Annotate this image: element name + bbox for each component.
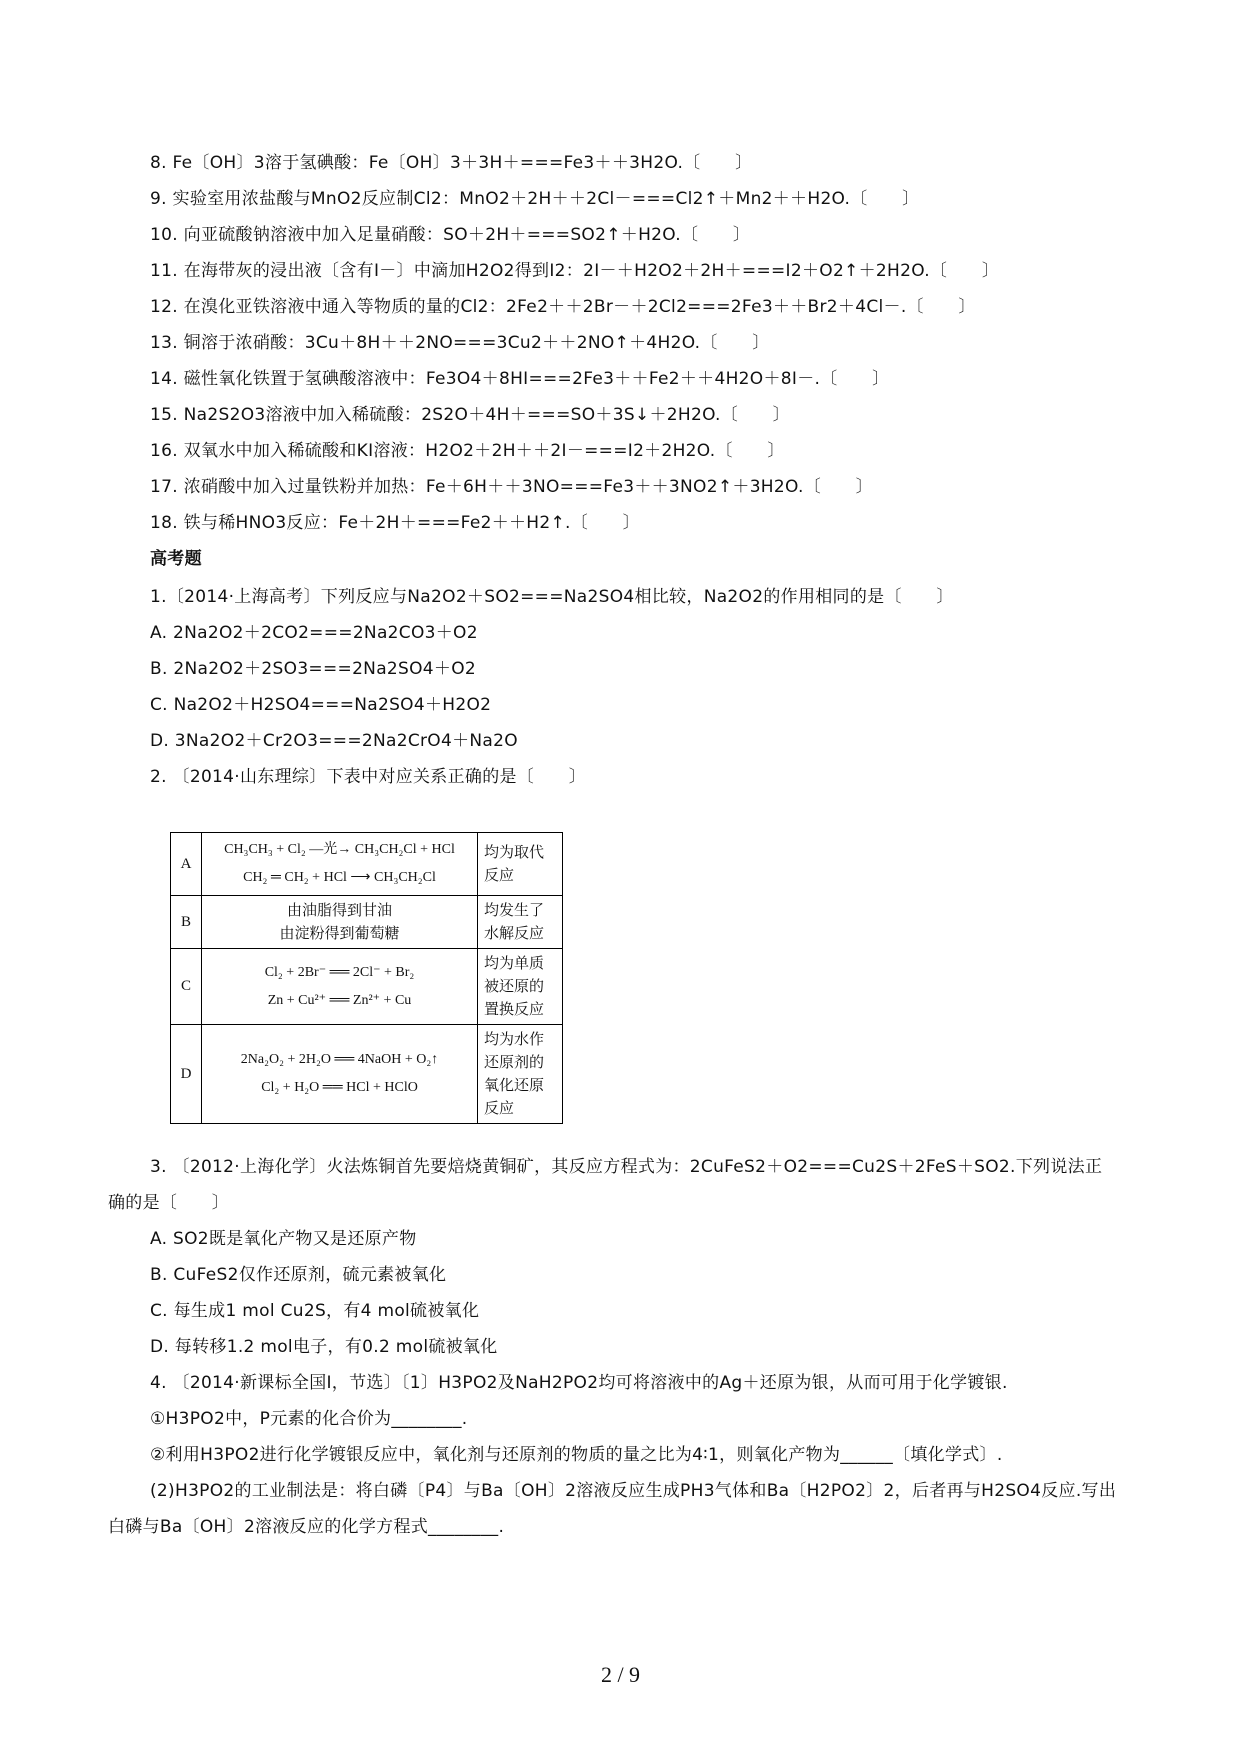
statement-15: 15. Na2S2O3溶液中加入稀硫酸：2S2O＋4H＋===SO＋3S↓＋2H2O.〔 〕 <box>150 405 790 425</box>
row-equations <box>202 833 478 896</box>
row-note: 均发生了水解反应 <box>478 896 563 949</box>
table-row <box>171 1025 563 1124</box>
statement-14: 14. 磁性氧化铁置于氢碘酸溶液中：Fe3O4＋8HI===2Fe3＋＋Fe2＋＋4H2O＋8I－.〔 〕 <box>150 369 890 389</box>
q1-stem: 1.〔2014·上海高考〕下列反应与Na2O2＋SO2===Na2SO4相比较，Na2O2的作用相同的是〔 〕 <box>150 587 954 607</box>
row-option: B <box>171 896 202 949</box>
q3-option-c: C. 每生成1 mol Cu2S，有4 mol硫被氧化 <box>150 1301 480 1321</box>
section-heading: 高考题 <box>150 549 202 569</box>
row-equations <box>202 1025 478 1124</box>
statement-8: 8. Fe〔OH〕3溶于氢碘酸：Fe〔OH〕3＋3H＋===Fe3＋＋3H2O.〔 〕 <box>150 153 753 173</box>
q4-part-1: ①H3PO2中，P元素的化合价为________. <box>150 1409 468 1429</box>
q3-option-d: D. 每转移1.2 mol电子，有0.2 mol硫被氧化 <box>150 1337 498 1357</box>
statement-10: 10. 向亚硫酸钠溶液中加入足量硝酸：SO＋2H＋===SO2↑＋H2O.〔 〕 <box>150 225 751 245</box>
equation: CH₂ ═ CH₂ + HCl ⟶ CH₃CH₂Cl <box>243 870 436 885</box>
statement-11: 11. 在海带灰的浸出液〔含有I－〕中滴加H2O2得到I2：2I－＋H2O2＋2H＋===I2＋O2↑＋2H2O.〔 〕 <box>150 261 1000 281</box>
q3-stem-continued: 确的是〔 〕 <box>108 1193 230 1213</box>
table-row <box>171 833 563 896</box>
equation: Cl₂ + H₂O ══ HCl + HClO <box>261 1080 418 1095</box>
statement-18: 18. 铁与稀HNO3反应：Fe＋2H＋===Fe2＋＋H2↑.〔 〕 <box>150 513 640 533</box>
row-equations <box>202 949 478 1025</box>
equation: Cl₂ + 2Br⁻ ══ 2Cl⁻ + Br₂ <box>264 964 415 980</box>
q2-stem: 2. 〔2014·山东理综〕下表中对应关系正确的是〔 〕 <box>150 767 586 787</box>
q3-stem: 3. 〔2012·上海化学〕火法炼铜首先要焙烧黄铜矿，其反应方程式为：2CuFeS2＋O2===Cu2S＋2FeS＋SO2.下列说法正 <box>150 1157 1103 1177</box>
q3-option-b: B. CuFeS2仅作还原剂，硫元素被氧化 <box>150 1265 447 1285</box>
q4-part-2: ②利用H3PO2进行化学镀银反应中，氧化剂与还原剂的物质的量之比为4∶1，则氧化产物为______〔填化学式〕. <box>150 1445 1003 1465</box>
q1-option-c: C. Na2O2＋H2SO4===Na2SO4＋H2O2 <box>150 695 492 715</box>
statement-13: 13. 铜溶于浓硝酸：3Cu＋8H＋＋2NO===3Cu2＋＋2NO↑＋4H2O.〔 〕 <box>150 333 770 353</box>
row-note: 均为水作还原剂的氧化还原反应 <box>478 1025 563 1124</box>
q4-part-3: (2)H3PO2的工业制法是：将白磷〔P4〕与Ba〔OH〕2溶液反应生成PH3气体和Ba〔H2PO2〕2，后者再与H2SO4反应.写出 <box>150 1481 1117 1501</box>
q1-option-d: D. 3Na2O2＋Cr2O3===2Na2CrO4＋Na2O <box>150 731 518 751</box>
q3-option-a: A. SO2既是氧化产物又是还原产物 <box>150 1229 417 1249</box>
row-equations <box>202 896 478 949</box>
statement-17: 17. 浓硝酸中加入过量铁粉并加热：Fe＋6H＋＋3NO===Fe3＋＋3NO2↑＋3H2O.〔 〕 <box>150 477 873 497</box>
q2-table <box>170 832 563 1124</box>
statement-16: 16. 双氧水中加入稀硫酸和KI溶液：H2O2＋2H＋＋2I－===I2＋2H2O.〔 〕 <box>150 441 785 461</box>
page-number: 2 / 9 <box>600 1662 641 1687</box>
statement-12: 12. 在溴化亚铁溶液中通入等物质的量的Cl2：2Fe2＋＋2Br－＋2Cl2===2Fe3＋＋Br2＋4Cl－.〔 〕 <box>150 297 976 317</box>
equation: CH₃CH₃ + Cl₂ —光→ CH₃CH₂Cl + HCl <box>224 842 455 857</box>
q4-part-3-continued: 白磷与Ba〔OH〕2溶液反应的化学方程式________. <box>108 1517 505 1537</box>
row-option: C <box>171 949 202 1025</box>
statement-9: 9. 实验室用浓盐酸与MnO2反应制Cl2：MnO2＋2H＋＋2Cl－===Cl2↑＋Mn2＋＋H2O.〔 〕 <box>150 189 920 209</box>
q1-option-b: B. 2Na2O2＋2SO3===2Na2SO4＋O2 <box>150 659 477 679</box>
row-note: 均为取代反应 <box>478 833 563 896</box>
q4-stem: 4. 〔2014·新课标全国Ⅰ，节选〕〔1〕H3PO2及NaH2PO2均可将溶液中的Ag＋还原为银，从而可用于化学镀银. <box>150 1373 1008 1393</box>
equation: 2Na₂O₂ + 2H₂O ══ 4NaOH + O₂↑ <box>240 1052 439 1067</box>
row-option: D <box>171 1025 202 1124</box>
equation: 由淀粉得到葡萄糖 <box>279 924 400 942</box>
row-note: 均为单质被还原的置换反应 <box>478 949 563 1025</box>
equation: 由油脂得到甘油 <box>286 901 392 919</box>
row-option: A <box>171 833 202 896</box>
equation: Zn + Cu²⁺ ══ Zn²⁺ + Cu <box>267 992 412 1008</box>
q1-option-a: A. 2Na2O2＋2CO2===2Na2CO3＋O2 <box>150 623 478 643</box>
table-row <box>171 896 563 949</box>
table-row <box>171 949 563 1025</box>
